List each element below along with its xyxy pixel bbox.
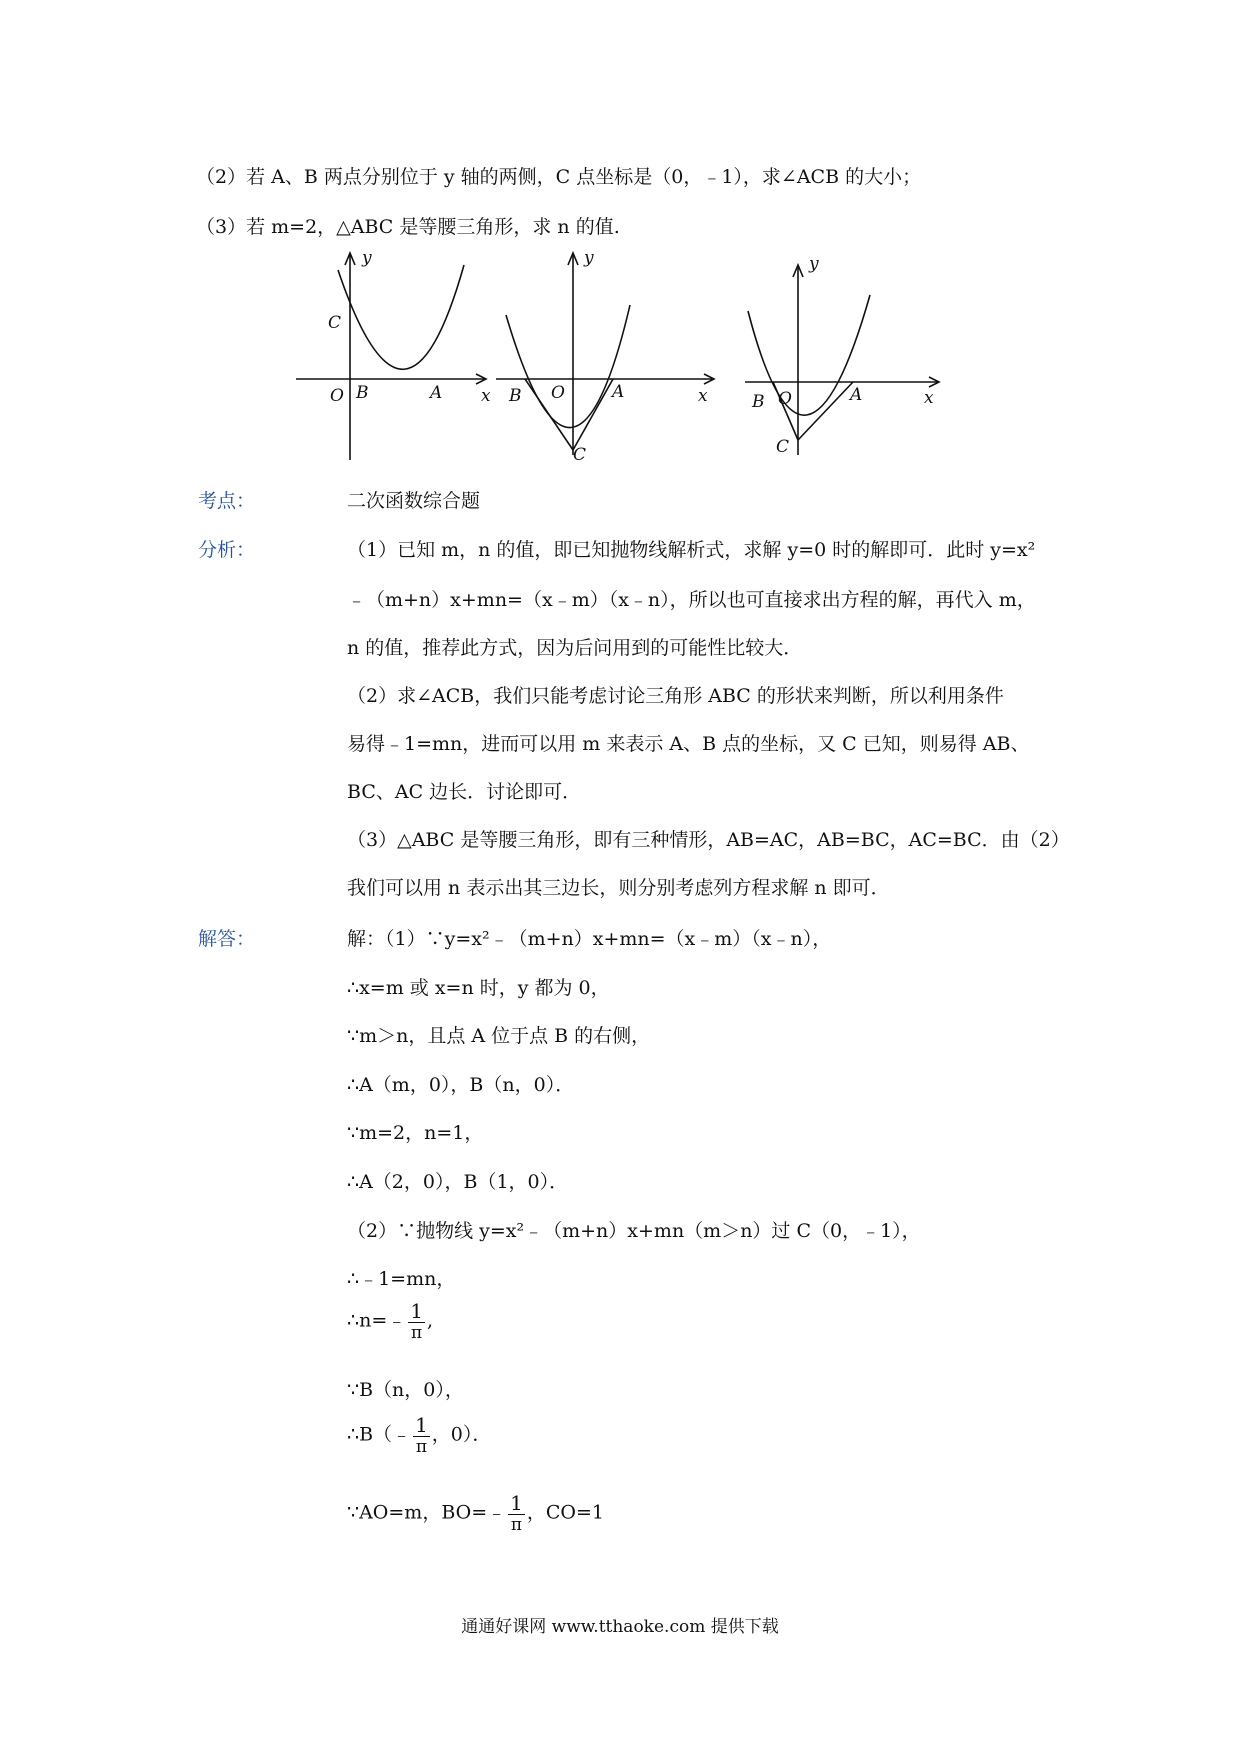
- jieda-line-12-post: ，CO=1: [526, 1501, 604, 1524]
- fig2-x-label: x: [698, 386, 708, 406]
- jieda-label: 解答：: [198, 928, 256, 950]
- fenxi-p2-line3: BC、AC 边长．讨论即可．: [347, 781, 582, 803]
- jieda-line-3: ∵m＞n，且点 A 位于点 B 的右侧，: [347, 1025, 651, 1047]
- jieda-line-6: ∴A（2，0），B（1，0）．: [347, 1171, 569, 1193]
- kaodian-text: 二次函数综合题: [347, 490, 481, 512]
- jieda-line-9: [347, 1300, 433, 1343]
- figure-3: [745, 265, 939, 455]
- figure-2: [496, 253, 714, 455]
- jieda-line-10: ∵B（n，0），: [347, 1379, 464, 1401]
- fig2-y-label: y: [584, 248, 594, 268]
- fig2-b-label: B: [509, 386, 522, 406]
- fenxi-p2-line1: （2）求∠ACB，我们只能考虑讨论三角形 ABC 的形状来判断，所以利用条件: [347, 685, 1004, 707]
- jieda-line-12-pre: ∵AO=m，BO=﹣: [347, 1501, 507, 1524]
- question-3: （3）若 m=2，△ABC 是等腰三角形，求 n 的值.: [196, 216, 620, 238]
- fenxi-label: 分析：: [198, 539, 256, 561]
- jieda-line-11: [347, 1414, 491, 1457]
- jieda-line-8: ∴﹣1=mn，: [347, 1268, 456, 1290]
- fraction-numerator: 1: [410, 1299, 423, 1323]
- jieda-line-9-post: ,: [426, 1309, 434, 1332]
- jieda-line-1: 解：（1）∵y=x²﹣（m+n）x+mn=（x﹣m）（x﹣n），: [347, 928, 832, 950]
- fraction-denominator: π: [411, 1323, 423, 1343]
- jieda-line-4: ∴A（m，0），B（n，0）．: [347, 1074, 575, 1096]
- fenxi-p3-line1: （3）△ABC 是等腰三角形，即有三种情形，AB=AC，AB=BC，AC=BC．由（2）: [347, 829, 1070, 851]
- jieda-line-5: ∵m=2，n=1，: [347, 1122, 484, 1144]
- fig2-c-label: C: [573, 445, 587, 465]
- fraction-1-over-pi: [408, 1300, 425, 1343]
- fraction-numerator: 1: [415, 1413, 428, 1437]
- question-2: （2）若 A、B 两点分别位于 y 轴的两侧，C 点坐标是（0，﹣1），求∠ACB 的大小；: [196, 166, 922, 188]
- fraction-1-over-pi: [413, 1414, 430, 1457]
- fenxi-p1-line2: ﹣（m+n）x+mn=（x﹣m）（x﹣n），所以也可直接求出方程的解，再代入 m，: [347, 589, 1036, 611]
- fig1-a-label: A: [430, 383, 443, 403]
- fig1-c-label: C: [328, 313, 342, 333]
- fig3-o-label: O: [778, 389, 792, 409]
- kaodian-label: 考点：: [198, 490, 256, 512]
- fig1-b-label: B: [356, 383, 369, 403]
- fraction-numerator: 1: [510, 1491, 523, 1515]
- jieda-line-12: [347, 1492, 604, 1535]
- jieda-line-11-post: ，0）．: [431, 1423, 492, 1446]
- jieda-line-9-pre: ∴n=﹣: [347, 1309, 407, 1332]
- fig2-a-label: A: [612, 382, 625, 402]
- fenxi-p1-line1: （1）已知 m，n 的值，即已知抛物线解析式，求解 y=0 时的解即可．此时 y=x²: [347, 539, 1036, 561]
- fraction-denominator: π: [415, 1437, 428, 1457]
- fig3-b-label: B: [752, 392, 765, 412]
- fig3-a-label: A: [850, 385, 863, 405]
- jieda-line-2: ∴x=m 或 x=n 时，y 都为 0，: [347, 977, 610, 999]
- fenxi-p3-line2: 我们可以用 n 表示出其三边长，则分别考虑列方程求解 n 即可．: [347, 877, 890, 899]
- fig1-y-label: y: [362, 248, 372, 268]
- fraction-denominator: π: [510, 1515, 523, 1535]
- fenxi-p2-line2: 易得﹣1=mn，进而可以用 m 来表示 A、B 点的坐标，又 C 已知，则易得 AB、: [347, 733, 1030, 755]
- fenxi-p1-line3: n 的值，推荐此方式，因为后问用到的可能性比较大．: [347, 637, 803, 659]
- fig3-c-label: C: [776, 437, 790, 457]
- fraction-1-over-pi: [508, 1492, 525, 1535]
- jieda-line-7: （2）∵抛物线 y=x²﹣（m+n）x+mn（m＞n）过 C（0，﹣1），: [347, 1220, 921, 1242]
- figure-1: [296, 253, 486, 460]
- fig2-o-label: O: [551, 383, 565, 403]
- jieda-line-11-pre: ∴B（﹣: [347, 1423, 412, 1446]
- fig1-o-label: O: [330, 386, 344, 406]
- page-footer: 通通好课网 www.tthaoke.com 提供下载: [461, 1617, 779, 1637]
- parabola-figures: [0, 245, 1240, 475]
- fig3-x-label: x: [924, 388, 934, 408]
- fig1-x-label: x: [481, 386, 491, 406]
- fig3-y-label: y: [809, 254, 819, 274]
